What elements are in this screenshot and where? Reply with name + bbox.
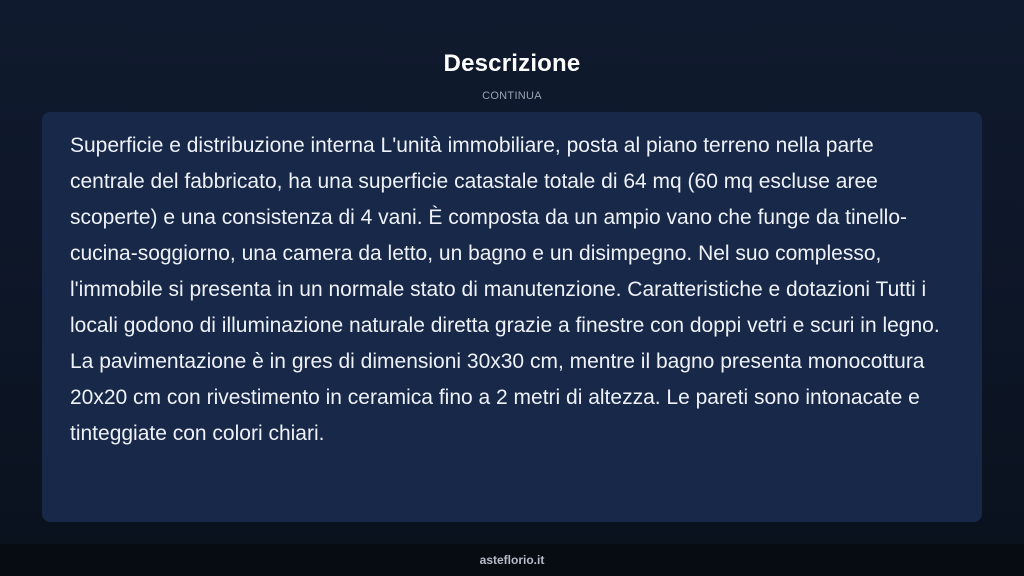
continued-label: CONTINUA bbox=[482, 90, 542, 102]
description-text: Superficie e distribuzione interna L'unità immobiliare, posta al piano terreno nella parte centrale del fabbricato, ha una superficie catastale totale di 64 mq (60 mq escluse aree scoperte) e una consistenza di 4 vani. È composta da un ampio vano che funge da tinello-cucina-soggiorno, una camera da letto, un bagno e un disimpegno. Nel suo complesso, l'immobile si presenta in un normale stato di manutenzione. Caratteristiche e dotazioni Tutti i locali godono di illuminazione naturale diretta grazie a finestre con doppi vetri e scuri in legno. La pavimentazione è in gres di dimensioni 30x30 cm, mentre il bagno presenta monocottura 20x20 cm con rivestimento in ceramica fino a 2 metri di altezza. Le pareti sono intonacate e tinteggiate con colori chiari. bbox=[70, 134, 940, 445]
footer-bar bbox=[0, 544, 1024, 576]
page-title: Descrizione bbox=[443, 50, 581, 77]
description-card bbox=[42, 112, 982, 522]
footer-site-label: asteflorio.it bbox=[479, 553, 545, 567]
